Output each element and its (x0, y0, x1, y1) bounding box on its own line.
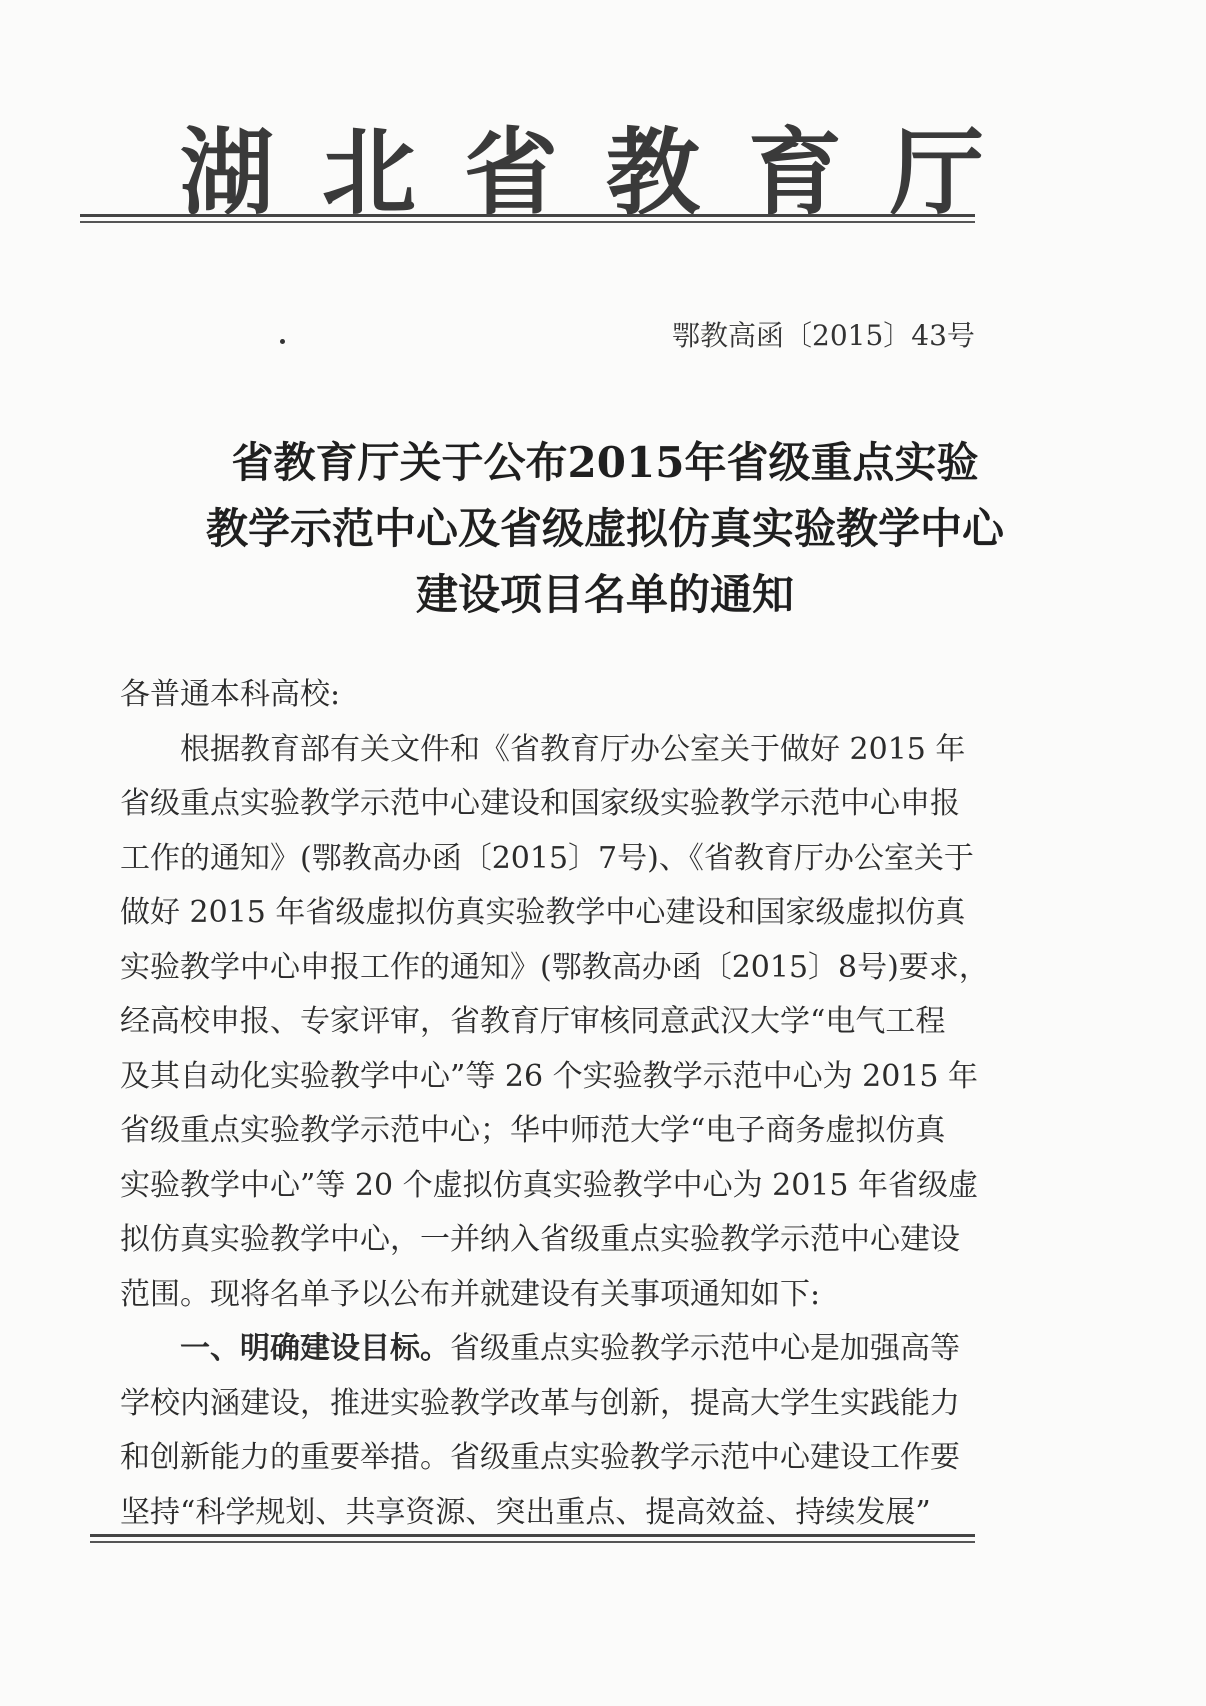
ink-dot (280, 339, 285, 344)
title-line-1: 省教育厅关于公布2015年省级重点实验 (231, 438, 979, 487)
body-line-8: 省级重点实验教学示范中心；华中师范大学“电子商务虚拟仿真 (120, 1113, 946, 1148)
section-1-line-2: 学校内涵建设，推进实验教学改革与创新，提高大学生实践能力 (120, 1385, 960, 1421)
body-line-1: 根据教育部有关文件和《省教育厅办公室关于做好 2015 年 (180, 731, 966, 767)
section-1-heading: 一、明确建设目标。 (180, 1331, 450, 1366)
body-line-3: 工作的通知》(鄂教高办函〔2015〕7号)、《省教育厅办公室关于 (120, 840, 974, 876)
body-line-11: 范围。现将名单予以公布并就建设有关事项通知如下: (120, 1276, 821, 1312)
body-line-9: 实验教学中心”等 20 个虚拟仿真实验教学中心为 2015 年省级虚 (120, 1167, 979, 1203)
header-rule-bottom (80, 221, 975, 223)
section-1-first-line (120, 1322, 1000, 1377)
document-title (120, 430, 1090, 628)
section-1-line-4: 坚持“科学规划、共享资源、突出重点、提高效益、持续发展” (120, 1494, 931, 1530)
document-number: 鄂教高函〔2015〕43号 (672, 319, 975, 352)
section-1-first-line-rest: 省级重点实验教学示范中心是加强高等 (450, 1331, 960, 1366)
footer-rule-top (90, 1534, 975, 1537)
agency-header: 湖北省教育厅 (180, 118, 1033, 228)
header-rule-top (80, 214, 975, 217)
title-line-3: 建设项目名单的通知 (415, 570, 794, 619)
body-line-10: 拟仿真实验教学中心，一并纳入省级重点实验教学示范中心建设 (120, 1222, 960, 1257)
footer-rule-bottom (90, 1541, 975, 1543)
body-line-6: 经高校申报、专家评审，省教育厅审核同意武汉大学“电气工程 (120, 1004, 946, 1039)
body-line-5: 实验教学中心申报工作的通知》(鄂教高办函〔2015〕8号)要求， (120, 949, 989, 985)
body-line-7: 及其自动化实验教学中心”等 26 个实验教学示范中心为 2015 年 (120, 1058, 979, 1094)
salutation: 各普通本科高校: (120, 677, 341, 712)
body-line-2: 省级重点实验教学示范中心建设和国家级实验教学示范中心申报 (120, 786, 960, 821)
document-body (120, 668, 1000, 1540)
body-line-4: 做好 2015 年省级虚拟仿真实验教学中心建设和国家级虚拟仿真 (120, 895, 966, 930)
title-line-2: 教学示范中心及省级虚拟仿真实验教学中心 (205, 504, 1004, 553)
section-1-line-3: 和创新能力的重要举措。省级重点实验教学示范中心建设工作要 (120, 1440, 960, 1475)
